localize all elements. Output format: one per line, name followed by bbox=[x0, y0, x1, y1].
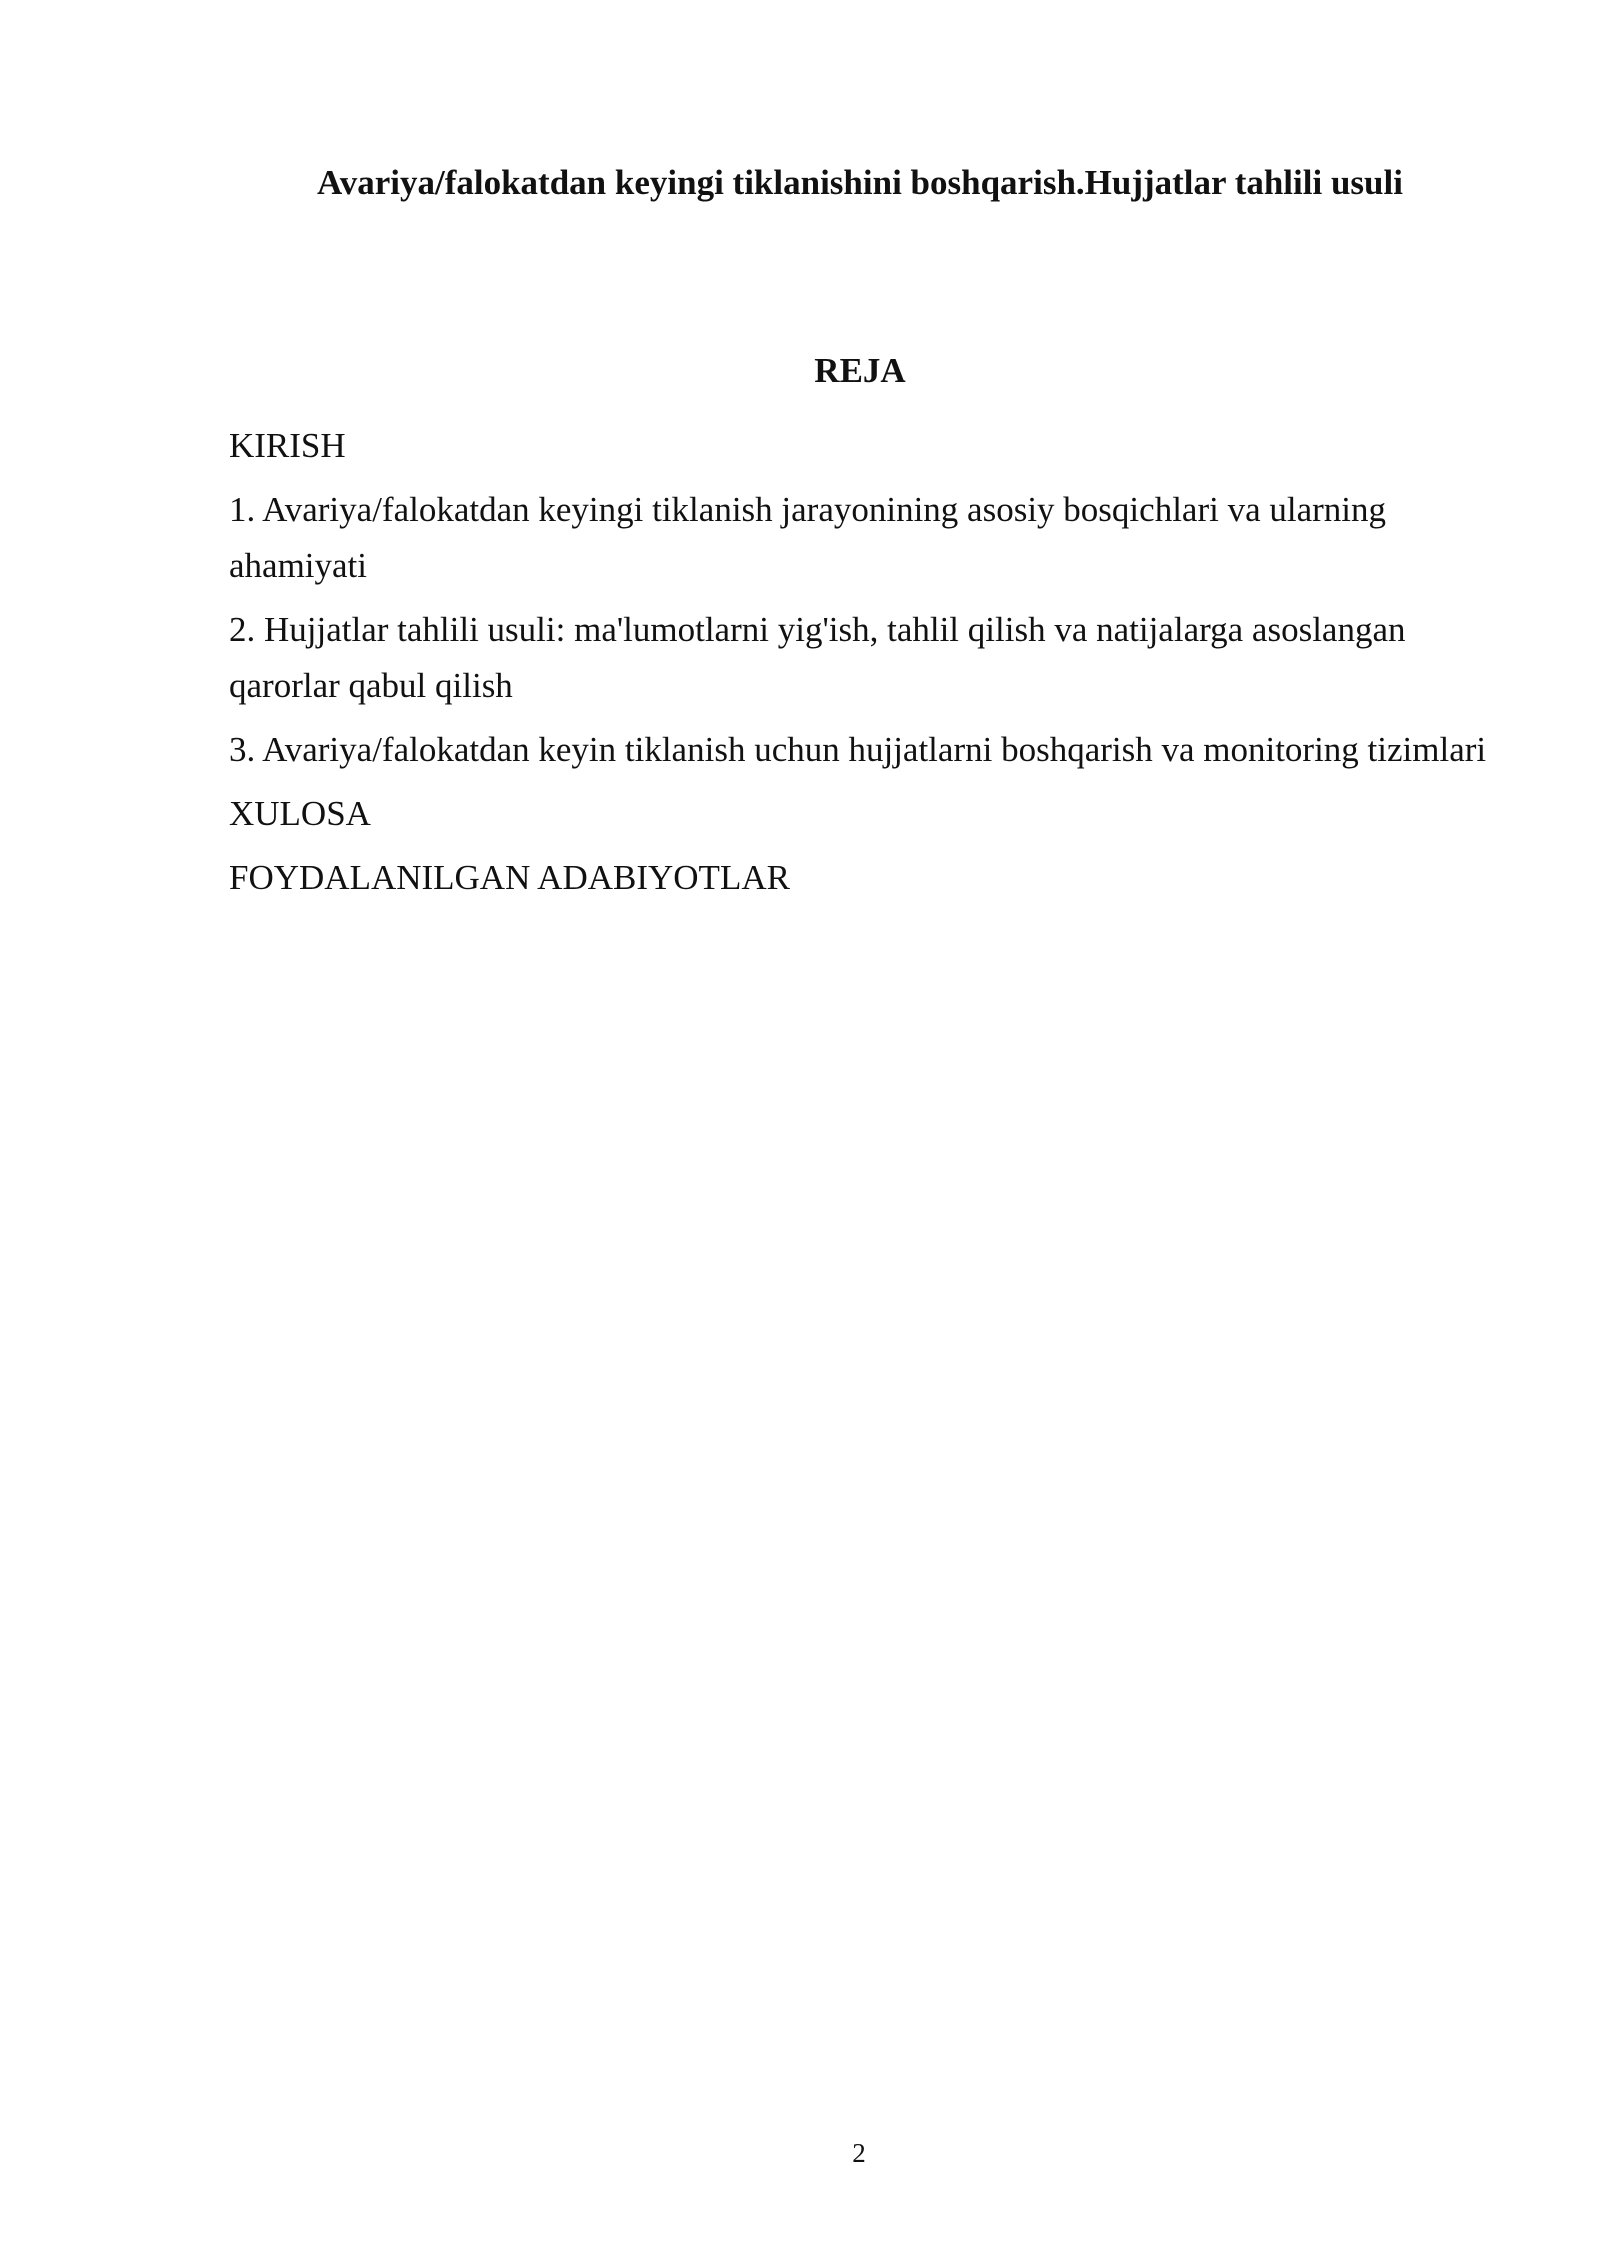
plan-item-references: FOYDALANILGAN ADABIYOTLAR bbox=[229, 858, 790, 897]
page-number: 2 bbox=[852, 2138, 866, 2168]
plan-item-2: 2. Hujjatlar tahlili usuli: ma'lumotlarni yig'ish, tahlil qilish va natijalarga asoslangan qarorlar qabul qilish bbox=[229, 610, 1406, 705]
plan-item-1: 1. Avariya/falokatdan keyingi tiklanish jarayonining asosiy bosqichlari va ularning ahamiyati bbox=[229, 490, 1386, 585]
plan-item-intro: KIRISH bbox=[229, 426, 346, 465]
plan-list bbox=[229, 418, 1499, 914]
plan-item-3: 3. Avariya/falokatdan keyin tiklanish uchun hujjatlarni boshqarish va monitoring tizimlari bbox=[229, 730, 1487, 769]
document-title: Avariya/falokatdan keyingi tiklanishini boshqarish.Hujjatlar tahlili usuli bbox=[317, 163, 1403, 202]
plan-heading: REJA bbox=[814, 351, 906, 390]
plan-item-conclusion: XULOSA bbox=[229, 794, 371, 833]
